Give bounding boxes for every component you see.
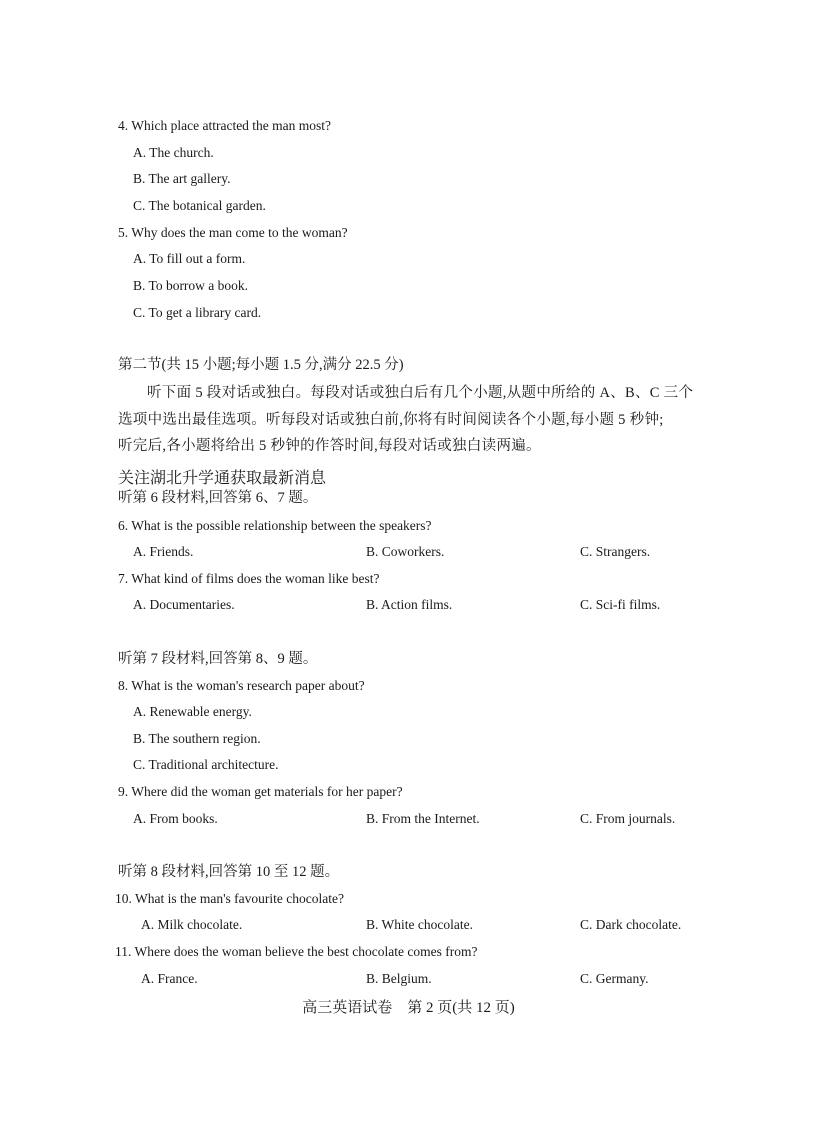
question-11-option-a: A. France. xyxy=(141,971,198,986)
question-9-option-a: A. From books. xyxy=(133,811,218,826)
instruction-line-1: 听下面 5 段对话或独白。每段对话或独白后有几个小题,从题中所给的 A、B、C 三个 xyxy=(147,385,694,401)
question-5-option-a: A. To fill out a form. xyxy=(133,251,246,266)
group-6-heading: 听第 6 段材料,回答第 6、7 题。 xyxy=(118,490,318,506)
question-9-stem: 9. Where did the woman get materials for her paper? xyxy=(118,784,403,799)
question-5-option-c: C. To get a library card. xyxy=(133,305,262,320)
question-8-option-a: A. Renewable energy. xyxy=(133,704,252,719)
question-10-option-a: A. Milk chocolate. xyxy=(141,917,243,932)
question-10-option-c: C. Dark chocolate. xyxy=(580,917,682,932)
section-title: 第二节(共 15 小题;每小题 1.5 分,满分 22.5 分) xyxy=(118,357,404,373)
question-4-option-b: B. The art gallery. xyxy=(133,171,231,186)
question-5-option-b: B. To borrow a book. xyxy=(133,278,249,293)
instruction-line-3: 听完后,各小题将给出 5 秒钟的作答时间,每段对话或独白读两遍。 xyxy=(118,438,541,454)
question-6-option-c: C. Strangers. xyxy=(580,544,651,559)
question-9-option-b: B. From the Internet. xyxy=(366,811,480,826)
question-7-option-a: A. Documentaries. xyxy=(133,597,235,612)
group-7-heading: 听第 7 段材料,回答第 8、9 题。 xyxy=(118,651,318,667)
question-8-option-b: B. The southern region. xyxy=(133,731,261,746)
question-5-stem: 5. Why does the man come to the woman? xyxy=(118,225,348,240)
question-6-stem: 6. What is the possible relationship between the speakers? xyxy=(118,518,432,533)
question-6-option-a: A. Friends. xyxy=(133,544,194,559)
question-10-option-b: B. White chocolate. xyxy=(366,917,473,932)
question-11-option-b: B. Belgium. xyxy=(366,971,432,986)
question-11-option-c: C. Germany. xyxy=(580,971,649,986)
group-8-heading: 听第 8 段材料,回答第 10 至 12 题。 xyxy=(118,864,340,880)
question-7-option-b: B. Action films. xyxy=(366,597,453,612)
page-footer: 高三英语试卷 第 2 页(共 12 页) xyxy=(302,1000,515,1016)
question-4-option-a: A. The church. xyxy=(133,145,214,160)
question-6-option-b: B. Coworkers. xyxy=(366,544,445,559)
question-8-option-c: C. Traditional architecture. xyxy=(133,757,279,772)
question-7-stem: 7. What kind of films does the woman like best? xyxy=(118,571,380,586)
question-11-stem: 11. Where does the woman believe the best chocolate comes from? xyxy=(115,944,478,959)
question-4-stem: 4. Which place attracted the man most? xyxy=(118,118,332,133)
question-10-stem: 10. What is the man's favourite chocolate? xyxy=(115,891,344,906)
question-7-option-c: C. Sci-fi films. xyxy=(580,597,661,612)
question-4-option-c: C. The botanical garden. xyxy=(133,198,266,213)
question-8-stem: 8. What is the woman's research paper about? xyxy=(118,678,365,693)
instruction-line-2: 选项中选出最佳选项。听每段对话或独白前,你将有时间阅读各个小题,每小题 5 秒钟; xyxy=(118,412,664,428)
question-9-option-c: C. From journals. xyxy=(580,811,676,826)
notice-text: 关注湖北升学通获取最新消息 xyxy=(118,470,327,487)
